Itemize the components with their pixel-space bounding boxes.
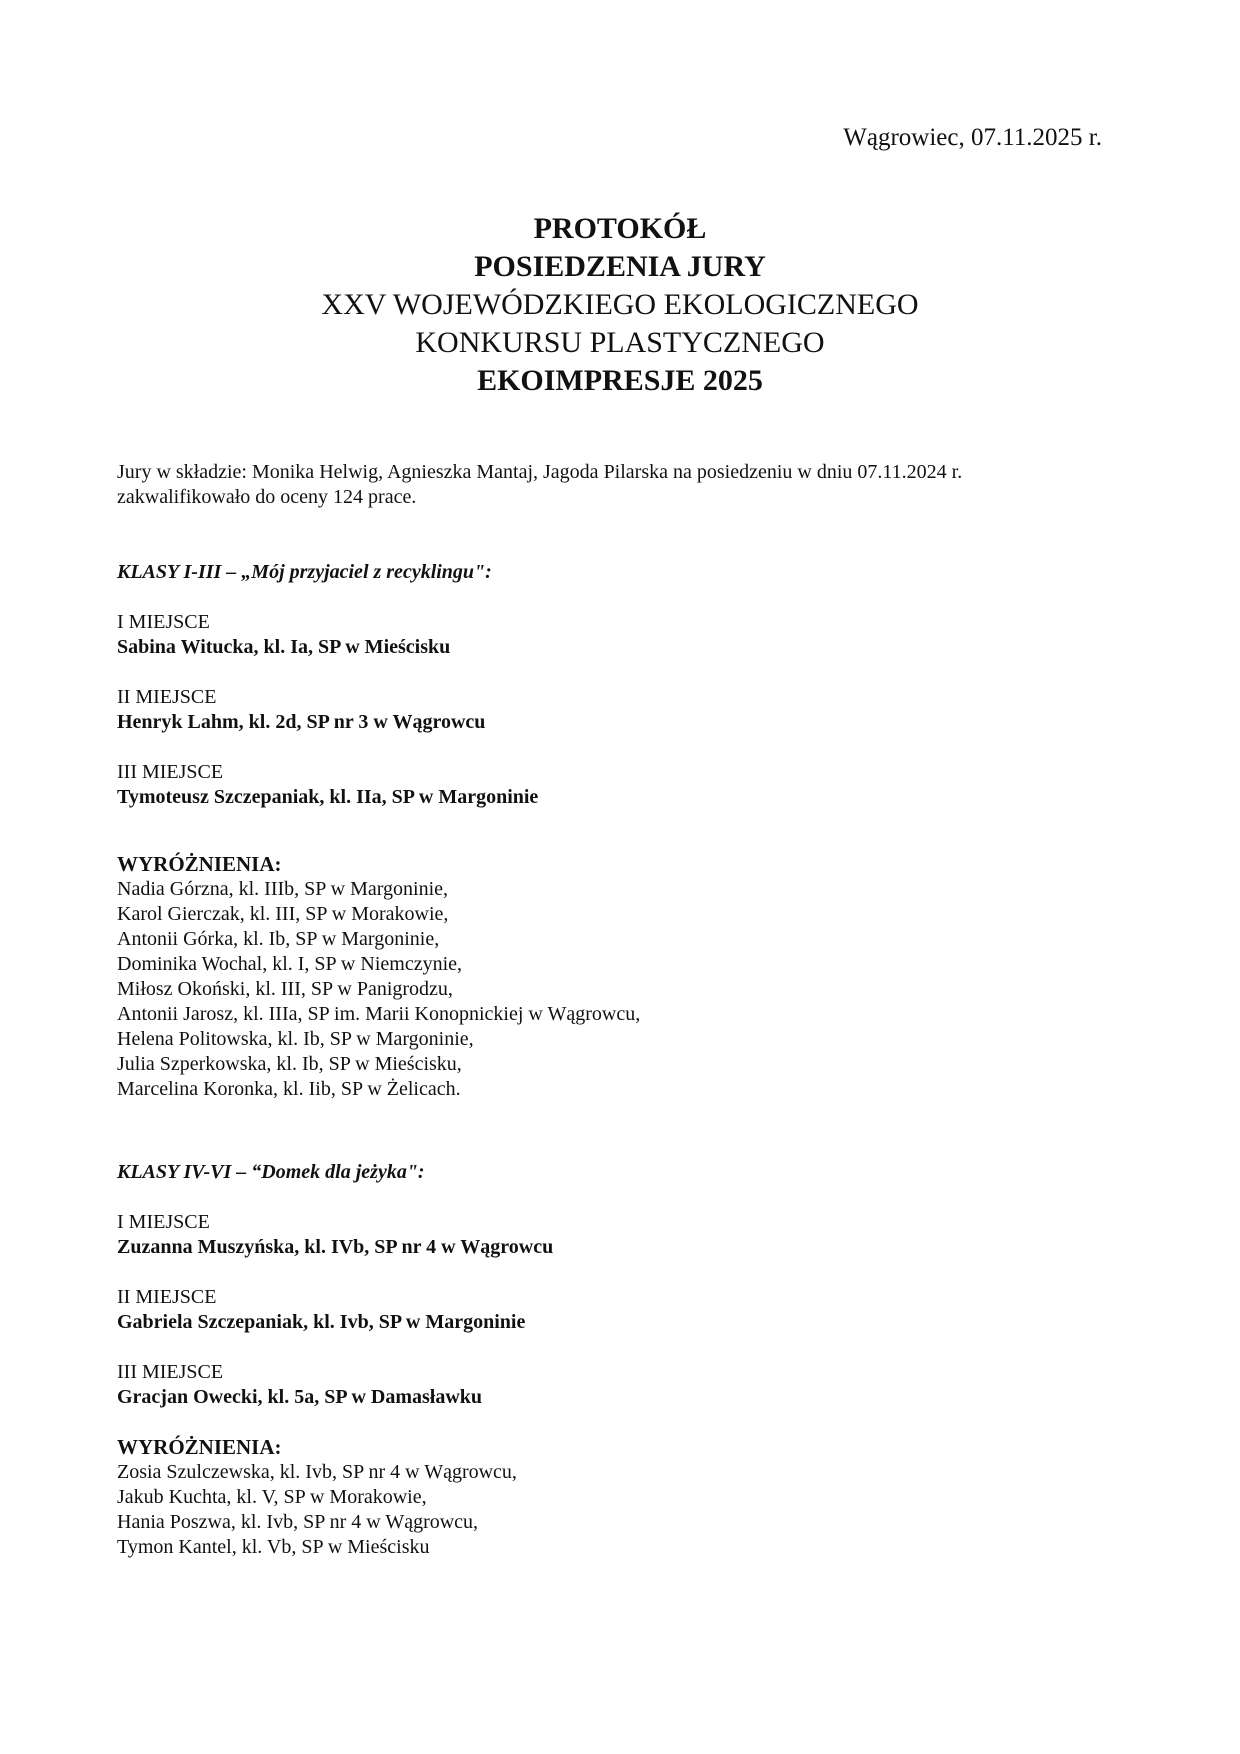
title-line-competition-level: XXV WOJEWÓDZKIEGO EKOLOGICZNEGO — [321, 288, 919, 321]
place-label: III MIEJSCE — [117, 1361, 224, 1383]
section-grades-1-3 — [117, 560, 1117, 1102]
list-item: Antonii Górka, kl. Ib, SP w Margoninie, — [117, 928, 440, 950]
place-label: II MIEJSCE — [117, 1286, 217, 1308]
place-first — [117, 1210, 1117, 1260]
place-first — [117, 610, 1117, 660]
list-item: Antonii Jarosz, kl. IIIa, SP im. Marii Konopnickiej w Wągrowcu, — [117, 1003, 641, 1025]
title-line-protocol: PROTOKÓŁ — [533, 212, 707, 245]
list-item: Karol Gierczak, kl. III, SP w Morakowie, — [117, 903, 449, 925]
place-label: III MIEJSCE — [117, 761, 224, 783]
list-item: Jakub Kuchta, kl. V, SP w Morakowie, — [117, 1486, 427, 1508]
place-second — [117, 685, 1117, 735]
honors-block — [117, 1435, 1117, 1560]
title-line-competition-name: EKOIMPRESJE 2025 — [477, 364, 763, 397]
list-item: Dominika Wochal, kl. I, SP w Niemczynie, — [117, 953, 462, 975]
intro-paragraph — [117, 460, 1117, 510]
document-title — [0, 210, 1240, 400]
section-grades-4-6 — [117, 1160, 1117, 1560]
place-winner: Zuzanna Muszyńska, kl. IVb, SP nr 4 w Wągrowcu — [117, 1236, 554, 1258]
honors-list — [117, 1460, 1117, 1560]
list-item: Hania Poszwa, kl. Ivb, SP nr 4 w Wągrowcu, — [117, 1511, 479, 1533]
place-third — [117, 760, 1117, 810]
intro-line-1: Jury w składzie: Monika Helwig, Agnieszka Mantaj, Jagoda Pilarska na posiedzeniu w dniu 07.11.2024 r. — [117, 461, 963, 483]
honors-list — [117, 877, 1117, 1102]
list-item: Nadia Górzna, kl. IIIb, SP w Margoninie, — [117, 878, 449, 900]
list-item: Julia Szperkowska, kl. Ib, SP w Mieścisku, — [117, 1053, 462, 1075]
honors-heading: WYRÓŻNIENIA: — [117, 1435, 282, 1459]
place-winner: Gracjan Owecki, kl. 5a, SP w Damasławku — [117, 1386, 483, 1408]
title-line-jury-meeting: POSIEDZENIA JURY — [474, 250, 766, 283]
place-label: I MIEJSCE — [117, 611, 210, 633]
place-winner: Sabina Witucka, kl. Ia, SP w Mieścisku — [117, 636, 451, 658]
place-third — [117, 1360, 1117, 1410]
list-item: Marcelina Koronka, kl. Iib, SP w Żelicach. — [117, 1078, 461, 1100]
place-label: II MIEJSCE — [117, 686, 217, 708]
list-item: Tymon Kantel, kl. Vb, SP w Mieścisku — [117, 1536, 430, 1558]
honors-block — [117, 852, 1117, 1102]
place-winner: Tymoteusz Szczepaniak, kl. IIa, SP w Margoninie — [117, 786, 539, 808]
section-heading: KLASY IV-VI – “Domek dla jeżyka": — [117, 1161, 425, 1183]
place-label: I MIEJSCE — [117, 1211, 210, 1233]
place-winner: Gabriela Szczepaniak, kl. Ivb, SP w Margoninie — [117, 1311, 526, 1333]
intro-line-2: zakwalifikowało do oceny 124 prace. — [117, 486, 417, 508]
place-winner: Henryk Lahm, kl. 2d, SP nr 3 w Wągrowcu — [117, 711, 486, 733]
title-line-competition-type: KONKURSU PLASTYCZNEGO — [415, 326, 825, 359]
document-date: Wągrowiec, 07.11.2025 r. — [843, 124, 1102, 151]
list-item: Miłosz Okoński, kl. III, SP w Panigrodzu, — [117, 978, 453, 1000]
honors-heading: WYRÓŻNIENIA: — [117, 852, 282, 876]
place-second — [117, 1285, 1117, 1335]
list-item: Helena Politowska, kl. Ib, SP w Margoninie, — [117, 1028, 474, 1050]
list-item: Zosia Szulczewska, kl. Ivb, SP nr 4 w Wągrowcu, — [117, 1461, 517, 1483]
section-heading: KLASY I-III – „Mój przyjaciel z recyklingu": — [117, 561, 492, 583]
